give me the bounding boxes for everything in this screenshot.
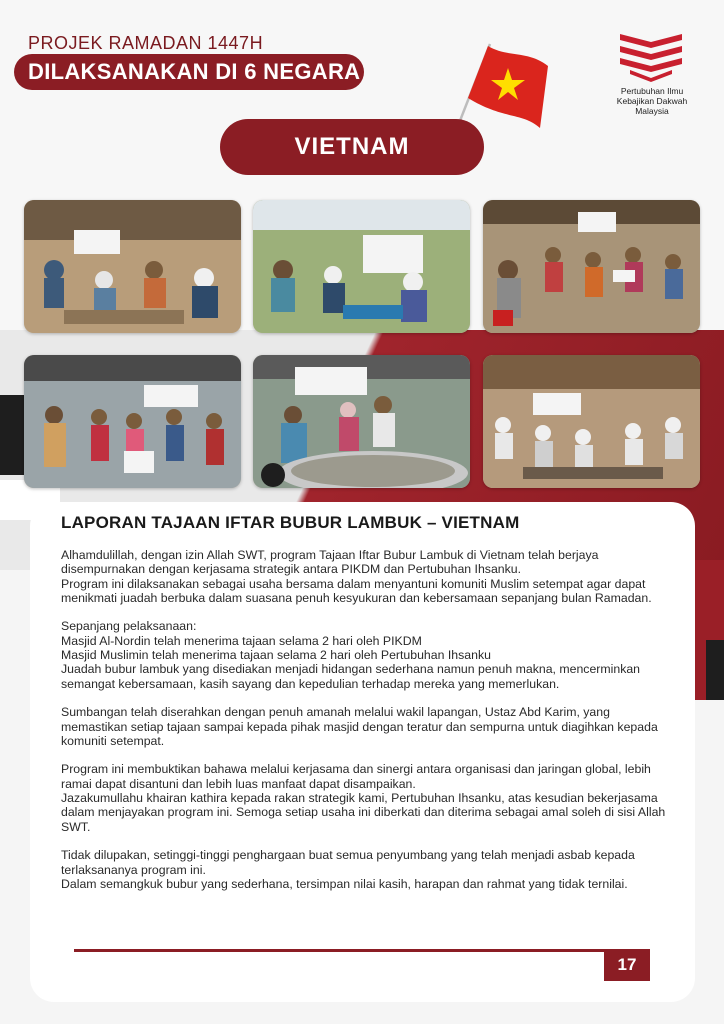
organization-logo bbox=[602, 28, 702, 123]
photo-mosque-congregation bbox=[483, 355, 700, 488]
book-logo-icon bbox=[616, 28, 686, 82]
background-accent-dark-right bbox=[706, 640, 724, 700]
country-title: VIETNAM bbox=[220, 119, 484, 175]
report-paragraph-thanks: Jazakumullahu khairan kathira kepada rakan strategik kami, Pertubuhan Ihsanku, atas kesudian bekerjasama dalam menjayakan program ini. Semoga setiap usaha ini diberkati dan diterima sebagai amal soleh di sisi Allah SWT. bbox=[61, 791, 666, 834]
report-paragraph-donors: Tidak dilupakan, setinggi-tinggi penghargaan buat semua penyumbang yang telah menjadi asbab kepada terlaksananya program ini. bbox=[61, 848, 635, 877]
page-number: 17 bbox=[604, 949, 650, 981]
report-paragraph-delivery: Sumbangan telah diserahkan dengan penuh amanah melalui wakil lapangan, Ustaz Abd Karim, yang memastikan setiap tajaan sampai kepada pihak masjid dengan teratur dan sempurna untuk diagihkan kepada komuniti setempat. bbox=[61, 705, 658, 748]
countries-badge: DILAKSANAKAN DI 6 NEGARA bbox=[14, 54, 364, 90]
paragraph-spacer bbox=[61, 605, 679, 619]
logo-text bbox=[602, 86, 702, 116]
photo-mosque-iftar-gathering bbox=[24, 200, 241, 333]
report-paragraph-closing: Dalam semangkuk bubur yang sederhana, tersimpan nilai kasih, harapan dan rahmat yang tidak ternilai. bbox=[61, 876, 628, 891]
report-paragraph-heading: Sepanjang pelaksanaan: bbox=[61, 619, 197, 634]
report-paragraph-purpose: Program ini dilaksanakan sebagai usaha bersama dalam menyantuni komuniti Muslim setempat agar dapat menikmati juadah berbuka dalam suasana penuh kesyukuran dan kebersamaan sepanjang bulan Ramadan. bbox=[61, 576, 652, 605]
photo-community-with-placards bbox=[24, 355, 241, 488]
report-title: LAPORAN TAJAAN IFTAR BUBUR LAMBUK – VIETNAM bbox=[61, 513, 520, 532]
report-paragraph-cooperation: Program ini membuktikan bahawa melalui kerjasama dan sinergi antara organisasi dan jaringan global, lebih ramai dapat disantuni dan lebih luas manfaat dapat disampaikan. bbox=[61, 762, 651, 791]
project-label: PROJEK RAMADAN 1447H bbox=[28, 33, 264, 53]
paragraph-spacer bbox=[61, 691, 679, 705]
report-paragraph-mosque-1: Masjid Al-Nordin telah menerima tajaan selama 2 hari oleh PIKDM bbox=[61, 633, 422, 648]
paragraph-spacer bbox=[61, 748, 679, 762]
logo-line-2: Kebajikan Dakwah bbox=[616, 96, 688, 106]
paragraph-spacer bbox=[61, 834, 679, 848]
logo-line-3: Malaysia bbox=[635, 106, 669, 116]
report-body bbox=[61, 548, 679, 891]
photo-large-pot-bubur-lambuk bbox=[253, 355, 470, 488]
logo-line-1: Pertubuhan Ilmu bbox=[620, 86, 684, 96]
photo-outdoor-cooking-banner bbox=[253, 200, 470, 333]
report-paragraph-mosque-2: Masjid Muslimin telah menerima tajaan selama 2 hari oleh Pertubuhan Ihsanku bbox=[61, 648, 491, 663]
photo-children-holding-signs bbox=[483, 200, 700, 333]
footer-divider bbox=[74, 949, 604, 952]
report-paragraph-meal: Juadah bubur lambuk yang disediakan menjadi hidangan sederhana namun penuh makna, mencerminkan semangat kebersamaan, kasih sayang dan kepedulian terhadap mereka yang memerlukan. bbox=[61, 662, 641, 691]
report-paragraph-intro: Alhamdulillah, dengan izin Allah SWT, program Tajaan Iftar Bubur Lambuk di Vietnam telah berjaya disempurnakan dengan kerjasama strategik antara PIKDM dan Pertubuhan Ihsanku. bbox=[61, 548, 599, 577]
